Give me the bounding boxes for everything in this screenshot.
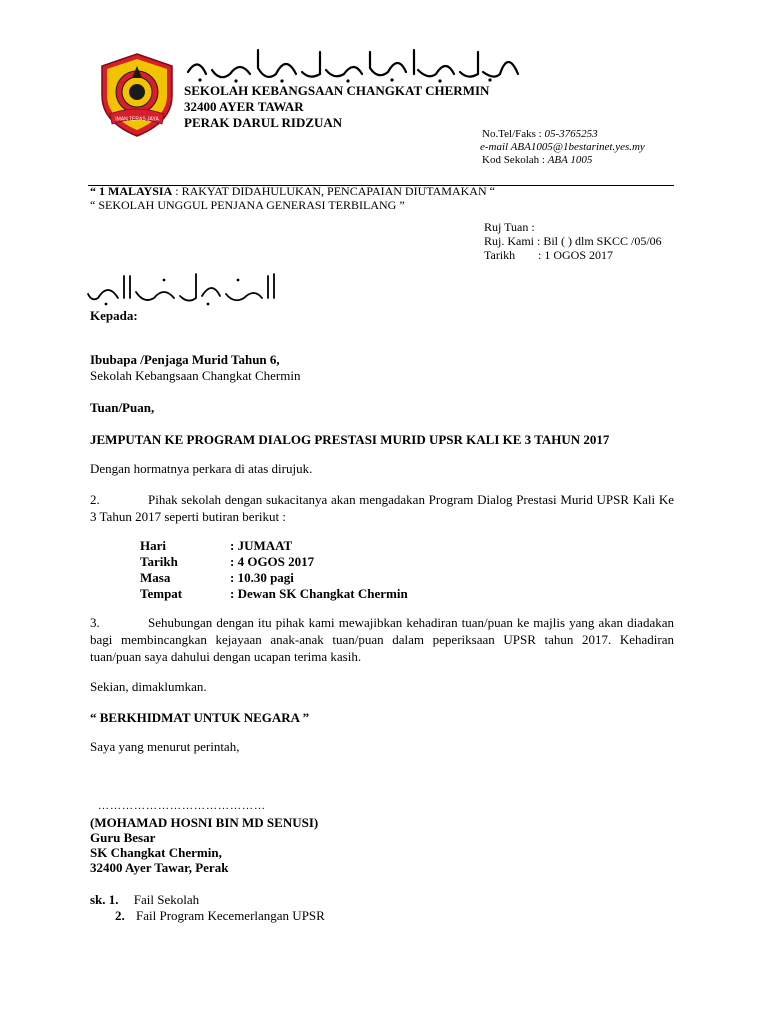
- closing-motto: “ BERKHIDMAT UNTUK NEGARA ”: [90, 710, 310, 725]
- ref-tarikh: [484, 248, 613, 263]
- crest-ribbon-text: IMAN TERAS JAYA: [115, 116, 159, 123]
- cc-item-1-number: 1.: [108, 892, 119, 907]
- detail-row-masa: Masa : 10.30 pagi: [140, 570, 294, 585]
- yours-faithfully: Saya yang menurut perintah,: [90, 739, 240, 754]
- paragraph-1: Dengan hormatnya perkara di atas dirujuk.: [90, 461, 313, 476]
- event-details: [140, 538, 408, 602]
- ref-ruj-kami: Ruj. Kami : Bil ( ) dlm SKCC /05/06: [484, 234, 662, 248]
- jawi-school-name-icon: [178, 44, 528, 86]
- school-name: SEKOLAH KEBANGSAAN CHANGKAT CHERMIN: [184, 83, 490, 98]
- contact-tel: [482, 128, 598, 140]
- salutation: Tuan/Puan,: [90, 400, 155, 415]
- recipient-line-2: Sekolah Kebangsaan Changkat Chermin: [90, 368, 301, 383]
- contact-email: [480, 141, 645, 153]
- cc-item-1-text: Fail Sekolah: [133, 892, 200, 907]
- motto-line-1: [90, 184, 495, 199]
- assalamualaikum-calligraphy-icon: [84, 268, 280, 308]
- cc-item-1: [90, 892, 199, 908]
- school-state: PERAK DARUL RIDZUAN: [184, 115, 343, 130]
- paragraph-2-number: 2.: [90, 492, 100, 507]
- cc-item-2-text: Fail Program Kecemerlangan UPSR: [136, 908, 325, 923]
- recipient-line-1: Ibubapa /Penjaga Murid Tahun 6,: [90, 352, 280, 367]
- signatory-address: 32400 Ayer Tawar, Perak: [90, 860, 229, 875]
- ref-tarikh-label: Tarikh: [484, 248, 516, 262]
- detail-row-tempat: Tempat : Dewan SK Changkat Chermin: [140, 586, 408, 601]
- detail-row-hari: Hari : JUMAAT: [140, 538, 293, 553]
- code-label: Kod Sekolah :: [482, 154, 545, 166]
- closing-line: Sekian, dimaklumkan.: [90, 679, 207, 694]
- cc-label: sk.: [90, 892, 106, 907]
- letter-subject: JEMPUTAN KE PROGRAM DIALOG PRESTASI MURID UPSR KALI KE 3 TAHUN 2017: [90, 432, 610, 447]
- motto-line-2: “ SEKOLAH UNGGUL PENJANA GENERASI TERBILANG ”: [90, 198, 405, 212]
- paragraph-3-number: 3.: [90, 615, 100, 630]
- tel-value: 05-3765253: [544, 128, 598, 140]
- ref-tarikh-value: : 1 OGOS 2017: [538, 248, 614, 262]
- signatory-title: Guru Besar: [90, 830, 156, 845]
- signature-line: ……………………………………: [98, 800, 266, 812]
- tel-label: No.Tel/Faks :: [482, 128, 542, 140]
- cc-item-2: [115, 908, 325, 924]
- detail-row-tarikh: Tarikh : 4 OGOS 2017: [140, 554, 315, 569]
- signatory-school: SK Changkat Chermin,: [90, 845, 222, 860]
- paragraph-2-text: Pihak sekolah dengan sukacitanya akan mengadakan Program Dialog Prestasi Murid UPSR Kali Ke 3 Tahun 2017 seperti butiran berikut :: [90, 492, 674, 524]
- motto-1malaysia: “ 1 MALAYSIA: [90, 184, 173, 198]
- cc-item-2-number: 2.: [115, 908, 125, 923]
- email-label: e-mail: [480, 141, 509, 153]
- email-value: ABA1005@1bestarinet.yes.my: [510, 141, 645, 153]
- ref-ruj-tuan: Ruj Tuan :: [484, 220, 535, 234]
- paragraph-3-text: Sehubungan dengan itu pihak kami mewajibkan kehadiran tuan/puan ke majlis yang akan diadakan bagi membincangkan kejayaan anak-anak tuan/puan dalam peperiksaan UPSR tahun 2017. Kehadiran tuan/puan saya dahului dengan ucapan terima kasih.: [90, 615, 674, 664]
- school-postcode-town: 32400 AYER TAWAR: [184, 99, 304, 114]
- paragraph-3: [90, 614, 674, 665]
- paragraph-2: [90, 491, 674, 525]
- motto-line-1-rest: : RAKYAT DIDAHULUKAN, PENCAPAIAN DIUTAMAKAN “: [172, 184, 495, 198]
- signatory-name: (MOHAMAD HOSNI BIN MD SENUSI): [90, 815, 319, 830]
- contact-school-code: [482, 154, 592, 166]
- code-value: ABA 1005: [547, 154, 593, 166]
- recipient-kepada: Kepada:: [90, 308, 138, 323]
- school-crest-logo: [96, 52, 178, 138]
